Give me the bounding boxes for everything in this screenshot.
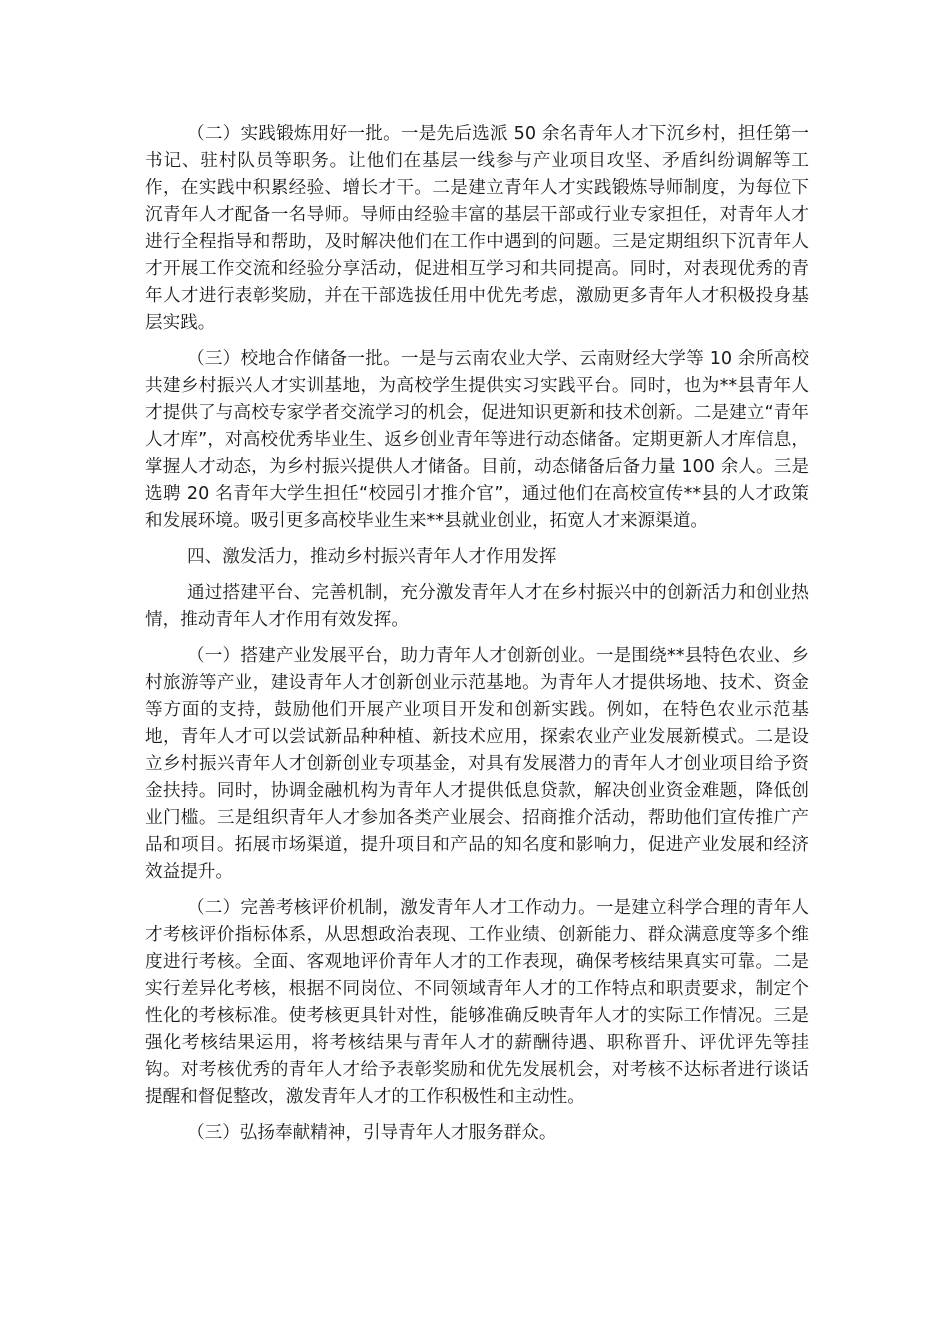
paragraph-practice-training: （二）实践锻炼用好一批。一是先后选派 50 余名青年人才下沉乡村，担任第一书记、驻村队员等职务。让他们在基层一线参与产业项目攻坚、矛盾纠纷调解等工作，在实践中积累经验、增长才干。二是建立青年人才实践锻炼导师制度，为每位下沉青年人才配备一名导师。导师由经验丰富的基层干部或行业专家担任，对青年人才进行全程指导和帮助，及时解决他们在工作中遇到的问题。三是定期组织下沉青年人才开展工作交流和经验分享活动，促进相互学习和共同提高。同时，对表现优秀的青年人才进行表彰奖励，并在干部选拔任用中优先考虑，激励更多青年人才积极投身基层实践。 xyxy=(145,124,809,333)
paragraph-dedication-spirit: （三）弘扬奉献精神，引导青年人才服务群众。 xyxy=(187,1123,557,1143)
section-heading-four: 四、激发活力，推动乡村振兴青年人才作用发挥 xyxy=(187,547,557,567)
paragraph-evaluation-mechanism: （二）完善考核评价机制，激发青年人才工作动力。一是建立科学合理的青年人才考核评价指标体系，从思想政治表现、工作业绩、创新能力、群众满意度等多个维度进行考核。全面、客观地评价青年人才的工作表现，确保考核结果真实可靠。二是实行差异化考核，根据不同岗位、不同领域青年人才的工作特点和职责要求，制定个性化的考核标准。使考核更具针对性，能够准确反映青年人才的实际工作情况。三是强化考核结果运用，将考核结果与青年人才的薪酬待遇、职称晋升、评优评先等挂钩。对考核优秀的青年人才给予表彰奖励和优先发展机会，对考核不达标者进行谈话提醒和督促整改，激发青年人才的工作积极性和主动性。 xyxy=(145,898,809,1107)
paragraph-section-intro: 通过搭建平台、完善机制，充分激发青年人才在乡村振兴中的创新活力和创业热情，推动青年人才作用有效发挥。 xyxy=(145,583,809,630)
paragraph-school-cooperation: （三）校地合作储备一批。一是与云南农业大学、云南财经大学等 10 余所高校共建乡村振兴人才实训基地，为高校学生提供实习实践平台。同时，也为**县青年人才提供了与高校专家学者交流学习的机会，促进知识更新和技术创新。二是建立“青年人才库”，对高校优秀毕业生、返乡创业青年等进行动态储备。定期更新人才库信息，掌握人才动态，为乡村振兴提供人才储备。目前，动态储备后备力量 100 余人。三是选聘 20 名青年大学生担任“校园引才推介官”，通过他们在高校宣传**县的人才政策和发展环境。吸引更多高校毕业生来**县就业创业，拓宽人才来源渠道。 xyxy=(145,349,809,531)
document-body xyxy=(145,121,809,1156)
paragraph-industry-platform: （一）搭建产业发展平台，助力青年人才创新创业。一是围绕**县特色农业、乡村旅游等产业，建设青年人才创新创业示范基地。为青年人才提供场地、技术、资金等方面的支持，鼓励他们开展产业项目开发和创新实践。例如，在特色农业示范基地，青年人才可以尝试新品种种植、新技术应用，探索农业产业发展新模式。二是设立乡村振兴青年人才创新创业专项基金，对具有发展潜力的青年人才创业项目给予资金扶持。同时，协调金融机构为青年人才提供低息贷款，解决创业资金难题，降低创业门槛。三是组织青年人才参加各类产业展会、招商推介活动，帮助他们宣传推广产品和项目。拓展市场渠道，提升项目和产品的知名度和影响力，促进产业发展和经济效益提升。 xyxy=(145,646,809,882)
